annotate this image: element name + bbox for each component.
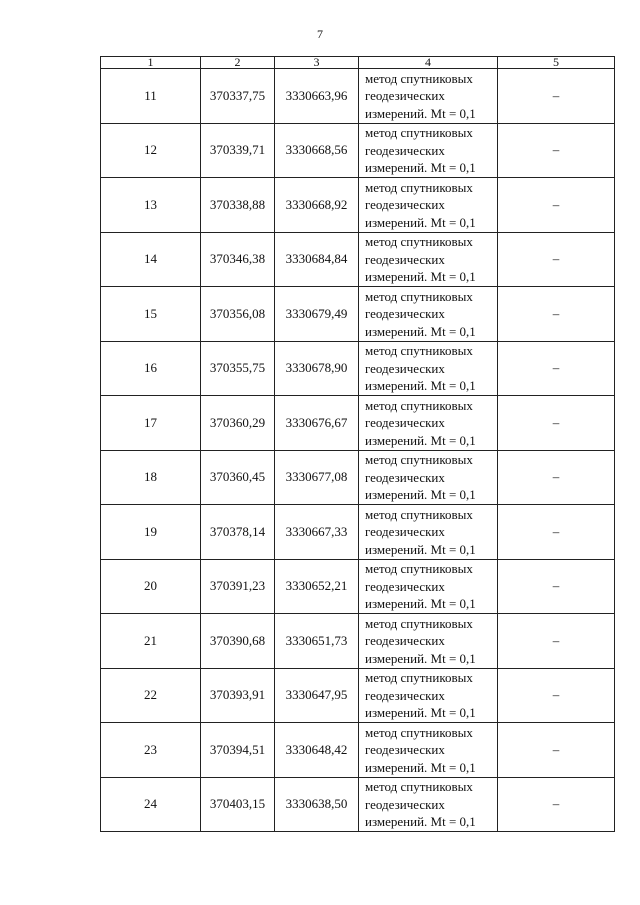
method-line: геодезических <box>365 415 445 430</box>
point-number-cell: 21 <box>101 614 201 669</box>
x-coordinate-cell: 370403,15 <box>201 777 275 832</box>
y-coordinate-cell: 3330638,50 <box>275 777 359 832</box>
table-row <box>101 123 615 178</box>
column-5-cell: – <box>498 232 615 287</box>
y-coordinate-cell: 3330678,90 <box>275 341 359 396</box>
y-coordinate-cell: 3330684,84 <box>275 232 359 287</box>
method-line: метод спутниковых <box>365 779 473 794</box>
method-line: геодезических <box>365 687 445 703</box>
point-number-cell: 17 <box>101 396 201 451</box>
method-line: измерений. Mt = 0,1 <box>365 541 476 557</box>
method-line: геодезических <box>365 796 445 812</box>
method-cell <box>359 777 498 832</box>
point-number-cell: 23 <box>101 723 201 778</box>
method-line: метод спутниковых <box>365 179 473 195</box>
method-line: геодезических <box>365 469 445 485</box>
method-cell <box>359 668 498 723</box>
method-cell <box>359 341 498 396</box>
table-row <box>101 777 615 832</box>
header-cell-2: 2 <box>201 57 275 69</box>
y-coordinate-cell: 3330679,49 <box>275 287 359 342</box>
method-cell <box>359 123 498 178</box>
table-row <box>101 723 615 778</box>
method-line: измерений. Mt = 0,1 <box>365 759 476 775</box>
point-number-cell: 15 <box>101 287 201 342</box>
point-number-cell: 20 <box>101 559 201 614</box>
method-line: геодезических <box>365 524 445 539</box>
point-number-cell: 22 <box>101 668 201 723</box>
method-line: измерений. Mt = 0,1 <box>365 650 476 666</box>
method-cell <box>359 559 498 614</box>
method-cell <box>359 396 498 451</box>
table-row <box>101 287 615 342</box>
method-line: геодезических <box>365 88 445 103</box>
method-line: измерений. Mt = 0,1 <box>365 323 476 339</box>
method-line: метод спутниковых <box>365 288 473 304</box>
table-row <box>101 668 615 723</box>
column-5-cell: – <box>498 559 615 614</box>
method-line: метод спутниковых <box>365 397 473 413</box>
method-line: измерений. Mt = 0,1 <box>365 214 476 230</box>
y-coordinate-cell: 3330667,33 <box>275 505 359 560</box>
y-coordinate-cell: 3330648,42 <box>275 723 359 778</box>
x-coordinate-cell: 370356,08 <box>201 287 275 342</box>
table-row <box>101 69 615 124</box>
header-cell-1: 1 <box>101 57 201 69</box>
table-row <box>101 614 615 669</box>
method-line: метод спутниковых <box>365 506 473 522</box>
method-line: геодезических <box>365 742 445 757</box>
x-coordinate-cell: 370391,23 <box>201 559 275 614</box>
x-coordinate-cell: 370360,29 <box>201 396 275 451</box>
table-row <box>101 505 615 560</box>
method-line: метод спутниковых <box>365 452 473 467</box>
method-line: геодезических <box>365 251 445 267</box>
y-coordinate-cell: 3330676,67 <box>275 396 359 451</box>
header-cell-4: 4 <box>359 57 498 69</box>
column-5-cell: – <box>498 614 615 669</box>
method-cell <box>359 723 498 778</box>
column-5-cell: – <box>498 505 615 560</box>
header-cell-3: 3 <box>275 57 359 69</box>
method-line: геодезических <box>365 197 445 212</box>
method-line: геодезических <box>365 360 445 376</box>
method-line: метод спутниковых <box>365 561 473 576</box>
method-cell <box>359 505 498 560</box>
method-line: измерений. Mt = 0,1 <box>365 596 476 611</box>
table-row <box>101 559 615 614</box>
column-5-cell: – <box>498 123 615 178</box>
method-line: измерений. Mt = 0,1 <box>365 705 476 720</box>
column-5-cell: – <box>498 668 615 723</box>
method-line: метод спутниковых <box>365 234 473 249</box>
table-row <box>101 232 615 287</box>
point-number-cell: 12 <box>101 123 201 178</box>
method-line: геодезических <box>365 633 445 648</box>
method-cell <box>359 69 498 124</box>
method-line: измерений. Mt = 0,1 <box>365 105 476 121</box>
x-coordinate-cell: 370378,14 <box>201 505 275 560</box>
x-coordinate-cell: 370390,68 <box>201 614 275 669</box>
method-line: метод спутниковых <box>365 615 473 631</box>
x-coordinate-cell: 370360,45 <box>201 450 275 505</box>
x-coordinate-cell: 370339,71 <box>201 123 275 178</box>
column-5-cell: – <box>498 287 615 342</box>
method-cell <box>359 614 498 669</box>
column-5-cell: – <box>498 178 615 233</box>
method-line: метод спутниковых <box>365 125 473 140</box>
y-coordinate-cell: 3330663,96 <box>275 69 359 124</box>
point-number-cell: 13 <box>101 178 201 233</box>
method-line: измерений. Mt = 0,1 <box>365 269 476 284</box>
x-coordinate-cell: 370393,91 <box>201 668 275 723</box>
method-cell <box>359 287 498 342</box>
method-line: измерений. Mt = 0,1 <box>365 487 476 502</box>
method-line: метод спутниковых <box>365 670 473 685</box>
table-header-row <box>101 57 615 69</box>
method-line: геодезических <box>365 306 445 321</box>
y-coordinate-cell: 3330668,92 <box>275 178 359 233</box>
point-number-cell: 11 <box>101 69 201 124</box>
method-line: геодезических <box>365 142 445 158</box>
method-line: метод спутниковых <box>365 70 473 86</box>
coordinates-table <box>100 56 615 832</box>
point-number-cell: 19 <box>101 505 201 560</box>
y-coordinate-cell: 3330668,56 <box>275 123 359 178</box>
table-row <box>101 450 615 505</box>
header-cell-5: 5 <box>498 57 615 69</box>
column-5-cell: – <box>498 450 615 505</box>
table-row <box>101 341 615 396</box>
method-cell <box>359 450 498 505</box>
point-number-cell: 18 <box>101 450 201 505</box>
x-coordinate-cell: 370355,75 <box>201 341 275 396</box>
y-coordinate-cell: 3330651,73 <box>275 614 359 669</box>
point-number-cell: 14 <box>101 232 201 287</box>
x-coordinate-cell: 370337,75 <box>201 69 275 124</box>
method-line: метод спутниковых <box>365 724 473 740</box>
y-coordinate-cell: 3330647,95 <box>275 668 359 723</box>
column-5-cell: – <box>498 777 615 832</box>
method-line: измерений. Mt = 0,1 <box>365 814 476 829</box>
method-line: измерений. Mt = 0,1 <box>365 160 476 175</box>
y-coordinate-cell: 3330677,08 <box>275 450 359 505</box>
method-line: измерений. Mt = 0,1 <box>365 378 476 393</box>
method-cell <box>359 178 498 233</box>
column-5-cell: – <box>498 341 615 396</box>
x-coordinate-cell: 370346,38 <box>201 232 275 287</box>
point-number-cell: 24 <box>101 777 201 832</box>
page-number: 7 <box>317 27 323 41</box>
point-number-cell: 16 <box>101 341 201 396</box>
column-5-cell: – <box>498 723 615 778</box>
method-line: геодезических <box>365 578 445 594</box>
method-cell <box>359 232 498 287</box>
x-coordinate-cell: 370338,88 <box>201 178 275 233</box>
method-line: метод спутниковых <box>365 343 473 358</box>
column-5-cell: – <box>498 69 615 124</box>
method-line: измерений. Mt = 0,1 <box>365 432 476 448</box>
table-row <box>101 178 615 233</box>
y-coordinate-cell: 3330652,21 <box>275 559 359 614</box>
x-coordinate-cell: 370394,51 <box>201 723 275 778</box>
table-row <box>101 396 615 451</box>
column-5-cell: – <box>498 396 615 451</box>
